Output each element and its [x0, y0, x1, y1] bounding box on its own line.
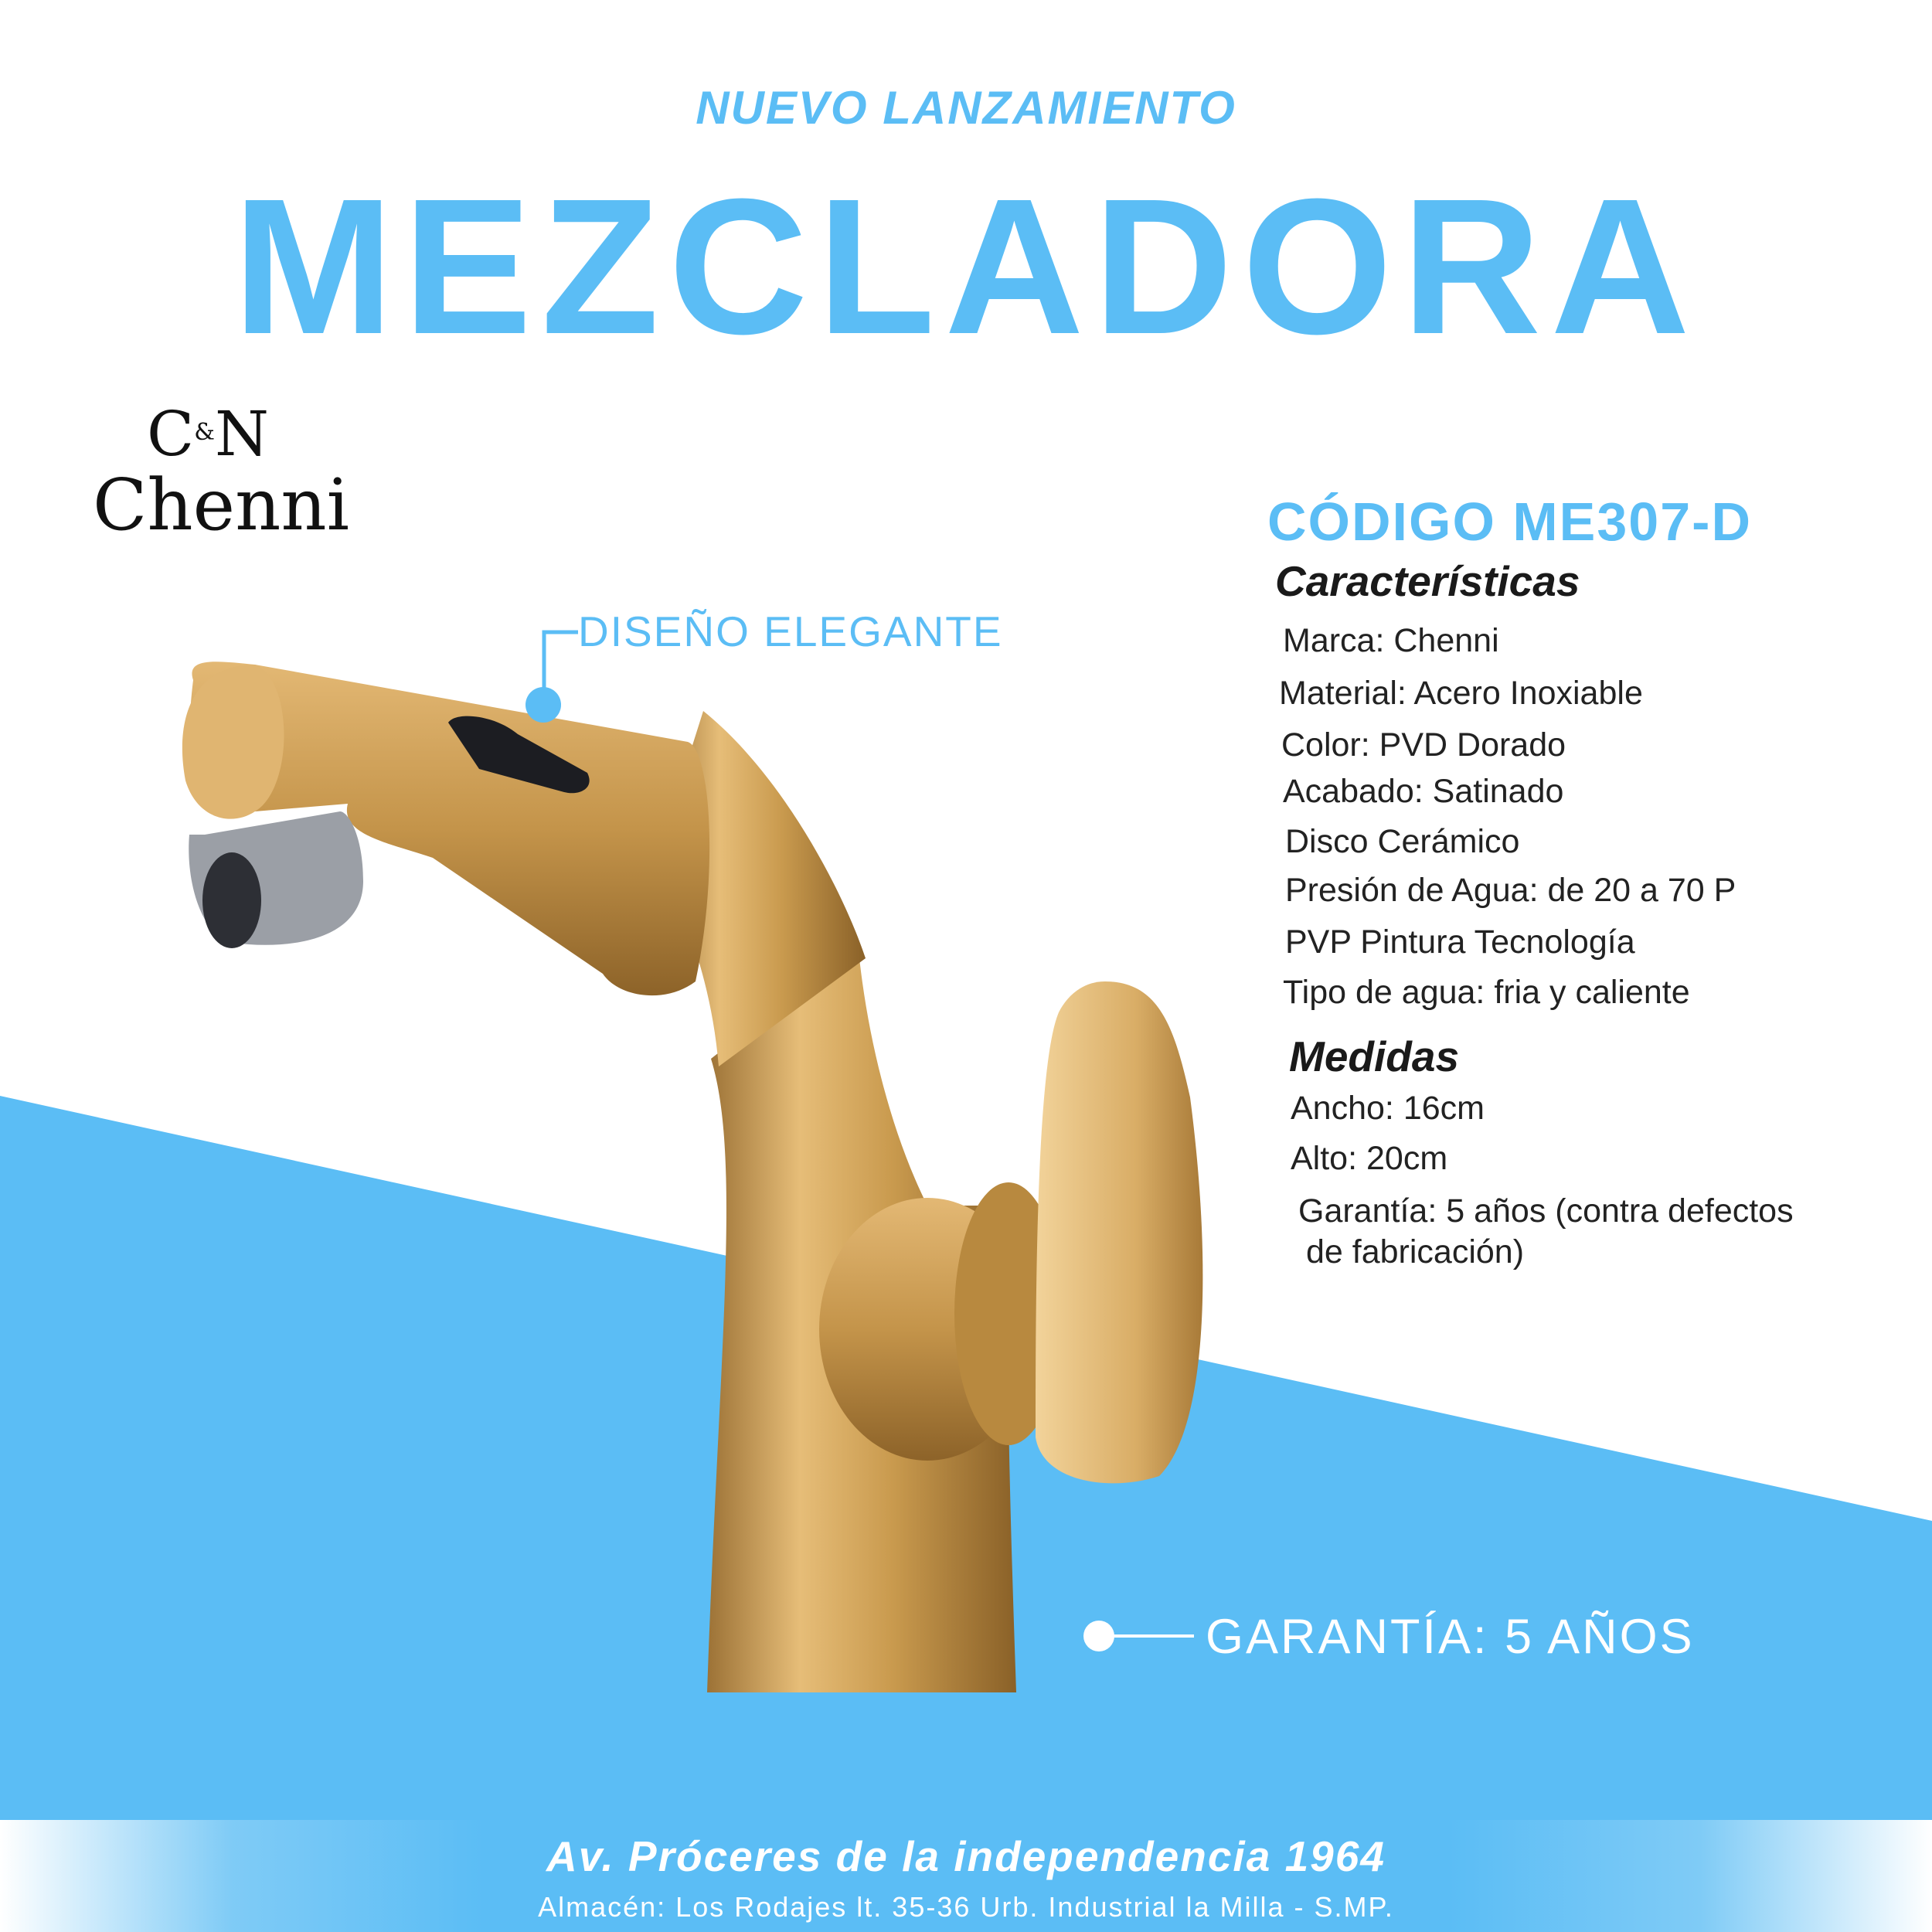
footer-warehouse: Almacén: Los Rodajes lt. 35-36 Urb. Industrial la Milla - S.MP. — [538, 1891, 1394, 1923]
page-title: MEZCLADORA — [233, 158, 1699, 374]
measure-item: Garantía: 5 años (contra defectos — [1298, 1192, 1794, 1230]
monogram-amp: & — [194, 419, 215, 446]
feature-item: Tipo de agua: fria y caliente — [1283, 974, 1690, 1011]
feature-item: PVP Pintura Tecnología — [1285, 923, 1635, 961]
callout-warranty-line — [1109, 1634, 1194, 1638]
feature-item: Marca: Chenni — [1283, 622, 1499, 659]
feature-item: Material: Acero Inoxiable — [1279, 675, 1643, 712]
feature-item: Disco Cerámico — [1285, 823, 1520, 860]
feature-item: Presión de Agua: de 20 a 70 P — [1285, 872, 1736, 909]
feature-item: Acabado: Satinado — [1283, 773, 1564, 810]
monogram-right: N — [214, 398, 269, 470]
feature-item: Color: PVD Dorado — [1281, 726, 1566, 764]
product-code: CÓDIGO ME307-D — [1267, 492, 1752, 552]
kicker-text: NUEVO LANZAMIENTO — [696, 82, 1236, 134]
callout-dot-icon — [526, 687, 561, 723]
callout-warranty-text: GARANTÍA: 5 AÑOS — [1206, 1610, 1695, 1664]
measure-item: de fabricación) — [1306, 1233, 1525, 1270]
callout-design-text: DISEÑO ELEGANTE — [578, 607, 1003, 655]
footer-address: Av. Próceres de la independencia 1964 — [546, 1832, 1386, 1880]
measures-heading: Medidas — [1289, 1032, 1460, 1080]
features-heading: Características — [1275, 557, 1580, 605]
measure-item: Alto: 20cm — [1291, 1140, 1448, 1177]
measure-item: Ancho: 16cm — [1291, 1090, 1485, 1127]
monogram-left: C — [147, 398, 195, 470]
brand-name: Chenni — [93, 464, 350, 546]
